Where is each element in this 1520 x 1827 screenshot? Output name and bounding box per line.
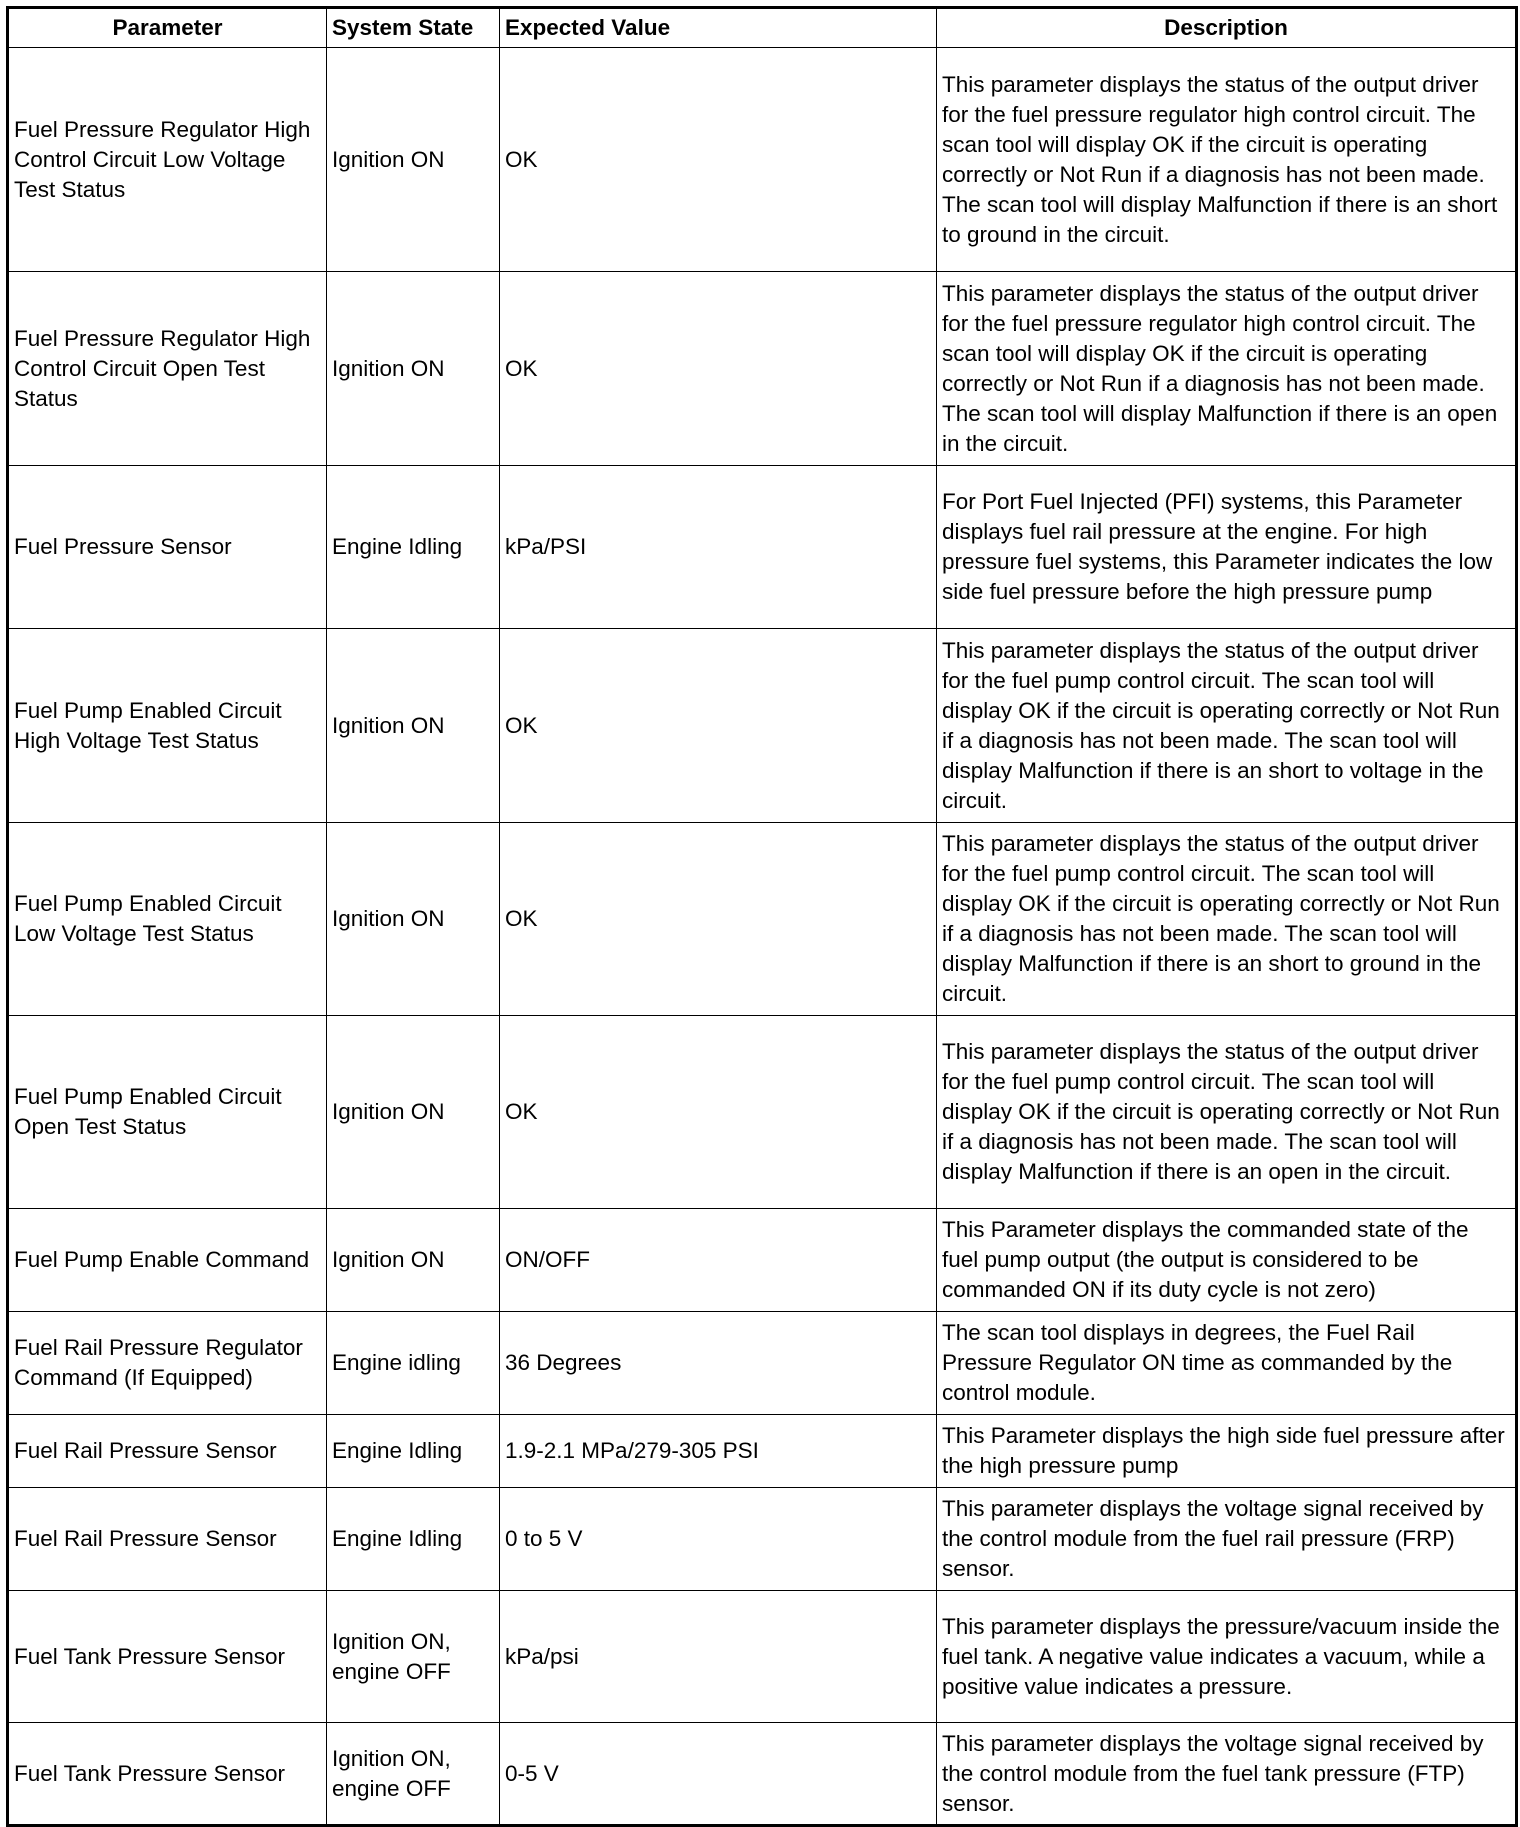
parameter-cell: Fuel Tank Pressure Sensor	[8, 1723, 327, 1826]
system-state-cell: Ignition ON, engine OFF	[327, 1723, 500, 1826]
parameter-cell: Fuel Pressure Sensor	[8, 466, 327, 629]
table-row	[8, 629, 1517, 823]
expected-value-cell: OK	[500, 272, 937, 466]
table-row	[8, 823, 1517, 1016]
expected-value-cell: OK	[500, 823, 937, 1016]
system-state-cell: Engine Idling	[327, 466, 500, 629]
description-cell: The scan tool displays in degrees, the Fuel Rail Pressure Regulator ON time as commanded by the control module.	[937, 1312, 1517, 1415]
table-row	[8, 1312, 1517, 1415]
system-state-cell: Engine idling	[327, 1312, 500, 1415]
parameter-cell: Fuel Pressure Regulator High Control Circuit Low Voltage Test Status	[8, 48, 327, 272]
description-cell: This parameter displays the status of the output driver for the fuel pump control circuit. The scan tool will display OK if the circuit is operating correctly or Not Run if a diagnosis has not been made. The scan tool will display Malfunction if there is an open in the circuit.	[937, 1016, 1517, 1209]
parameter-cell: Fuel Rail Pressure Sensor	[8, 1415, 327, 1488]
description-cell: This parameter displays the status of the output driver for the fuel pressure regulator high control circuit. The scan tool will display OK if the circuit is operating correctly or Not Run if a diagnosis has not been made. The scan tool will display Malfunction if there is an short to ground in the circuit.	[937, 48, 1517, 272]
expected-value-cell: 0 to 5 V	[500, 1488, 937, 1591]
expected-value-cell: 0-5 V	[500, 1723, 937, 1826]
parameter-cell: Fuel Rail Pressure Regulator Command (If Equipped)	[8, 1312, 327, 1415]
parameter-cell: Fuel Tank Pressure Sensor	[8, 1591, 327, 1723]
expected-value-cell: 36 Degrees	[500, 1312, 937, 1415]
header-description: Description	[937, 8, 1517, 48]
system-state-cell: Engine Idling	[327, 1488, 500, 1591]
expected-value-cell: kPa/psi	[500, 1591, 937, 1723]
table-row	[8, 1209, 1517, 1312]
parameter-cell: Fuel Pump Enabled Circuit Open Test Status	[8, 1016, 327, 1209]
system-state-cell: Ignition ON	[327, 1016, 500, 1209]
description-cell: This parameter displays the status of the output driver for the fuel pump control circuit. The scan tool will display OK if the circuit is operating correctly or Not Run if a diagnosis has not been made. The scan tool will display Malfunction if there is an short to ground in the circuit.	[937, 823, 1517, 1016]
expected-value-cell: OK	[500, 629, 937, 823]
table-row	[8, 1723, 1517, 1826]
description-cell: This parameter displays the voltage signal received by the control module from the fuel tank pressure (FTP) sensor.	[937, 1723, 1517, 1826]
header-system-state: System State	[327, 8, 500, 48]
table-row	[8, 466, 1517, 629]
table-row	[8, 272, 1517, 466]
table-row	[8, 1591, 1517, 1723]
system-state-cell: Ignition ON, engine OFF	[327, 1591, 500, 1723]
table-row	[8, 48, 1517, 272]
system-state-cell: Ignition ON	[327, 823, 500, 1016]
description-cell: This parameter displays the status of the output driver for the fuel pressure regulator high control circuit. The scan tool will display OK if the circuit is operating correctly or Not Run if a diagnosis has not been made. The scan tool will display Malfunction if there is an open in the circuit.	[937, 272, 1517, 466]
system-state-cell: Engine Idling	[327, 1415, 500, 1488]
expected-value-cell: 1.9-2.1 MPa/279-305 PSI	[500, 1415, 937, 1488]
parameter-cell: Fuel Pressure Regulator High Control Circuit Open Test Status	[8, 272, 327, 466]
expected-value-cell: OK	[500, 48, 937, 272]
description-cell: This parameter displays the pressure/vacuum inside the fuel tank. A negative value indicates a vacuum, while a positive value indicates a pressure.	[937, 1591, 1517, 1723]
parameter-cell: Fuel Pump Enable Command	[8, 1209, 327, 1312]
expected-value-cell: OK	[500, 1016, 937, 1209]
system-state-cell: Ignition ON	[327, 48, 500, 272]
parameter-cell: Fuel Pump Enabled Circuit High Voltage Test Status	[8, 629, 327, 823]
description-cell: This Parameter displays the commanded state of the fuel pump output (the output is considered to be commanded ON if its duty cycle is not zero)	[937, 1209, 1517, 1312]
parameter-cell: Fuel Rail Pressure Sensor	[8, 1488, 327, 1591]
header-parameter: Parameter	[8, 8, 327, 48]
description-cell: This Parameter displays the high side fuel pressure after the high pressure pump	[937, 1415, 1517, 1488]
description-cell: This parameter displays the voltage signal received by the control module from the fuel rail pressure (FRP) sensor.	[937, 1488, 1517, 1591]
parameter-cell: Fuel Pump Enabled Circuit Low Voltage Test Status	[8, 823, 327, 1016]
table-row	[8, 1488, 1517, 1591]
header-expected-value: Expected Value	[500, 8, 937, 48]
table-row	[8, 1415, 1517, 1488]
table-row	[8, 1016, 1517, 1209]
description-cell: For Port Fuel Injected (PFI) systems, this Parameter displays fuel rail pressure at the engine. For high pressure fuel systems, this Parameter indicates the low side fuel pressure before the high pressure pump	[937, 466, 1517, 629]
header-row	[8, 8, 1517, 48]
expected-value-cell: kPa/PSI	[500, 466, 937, 629]
system-state-cell: Ignition ON	[327, 1209, 500, 1312]
description-cell: This parameter displays the status of the output driver for the fuel pump control circuit. The scan tool will display OK if the circuit is operating correctly or Not Run if a diagnosis has not been made. The scan tool will display Malfunction if there is an short to voltage in the circuit.	[937, 629, 1517, 823]
system-state-cell: Ignition ON	[327, 272, 500, 466]
parameter-table	[6, 6, 1518, 1827]
system-state-cell: Ignition ON	[327, 629, 500, 823]
expected-value-cell: ON/OFF	[500, 1209, 937, 1312]
